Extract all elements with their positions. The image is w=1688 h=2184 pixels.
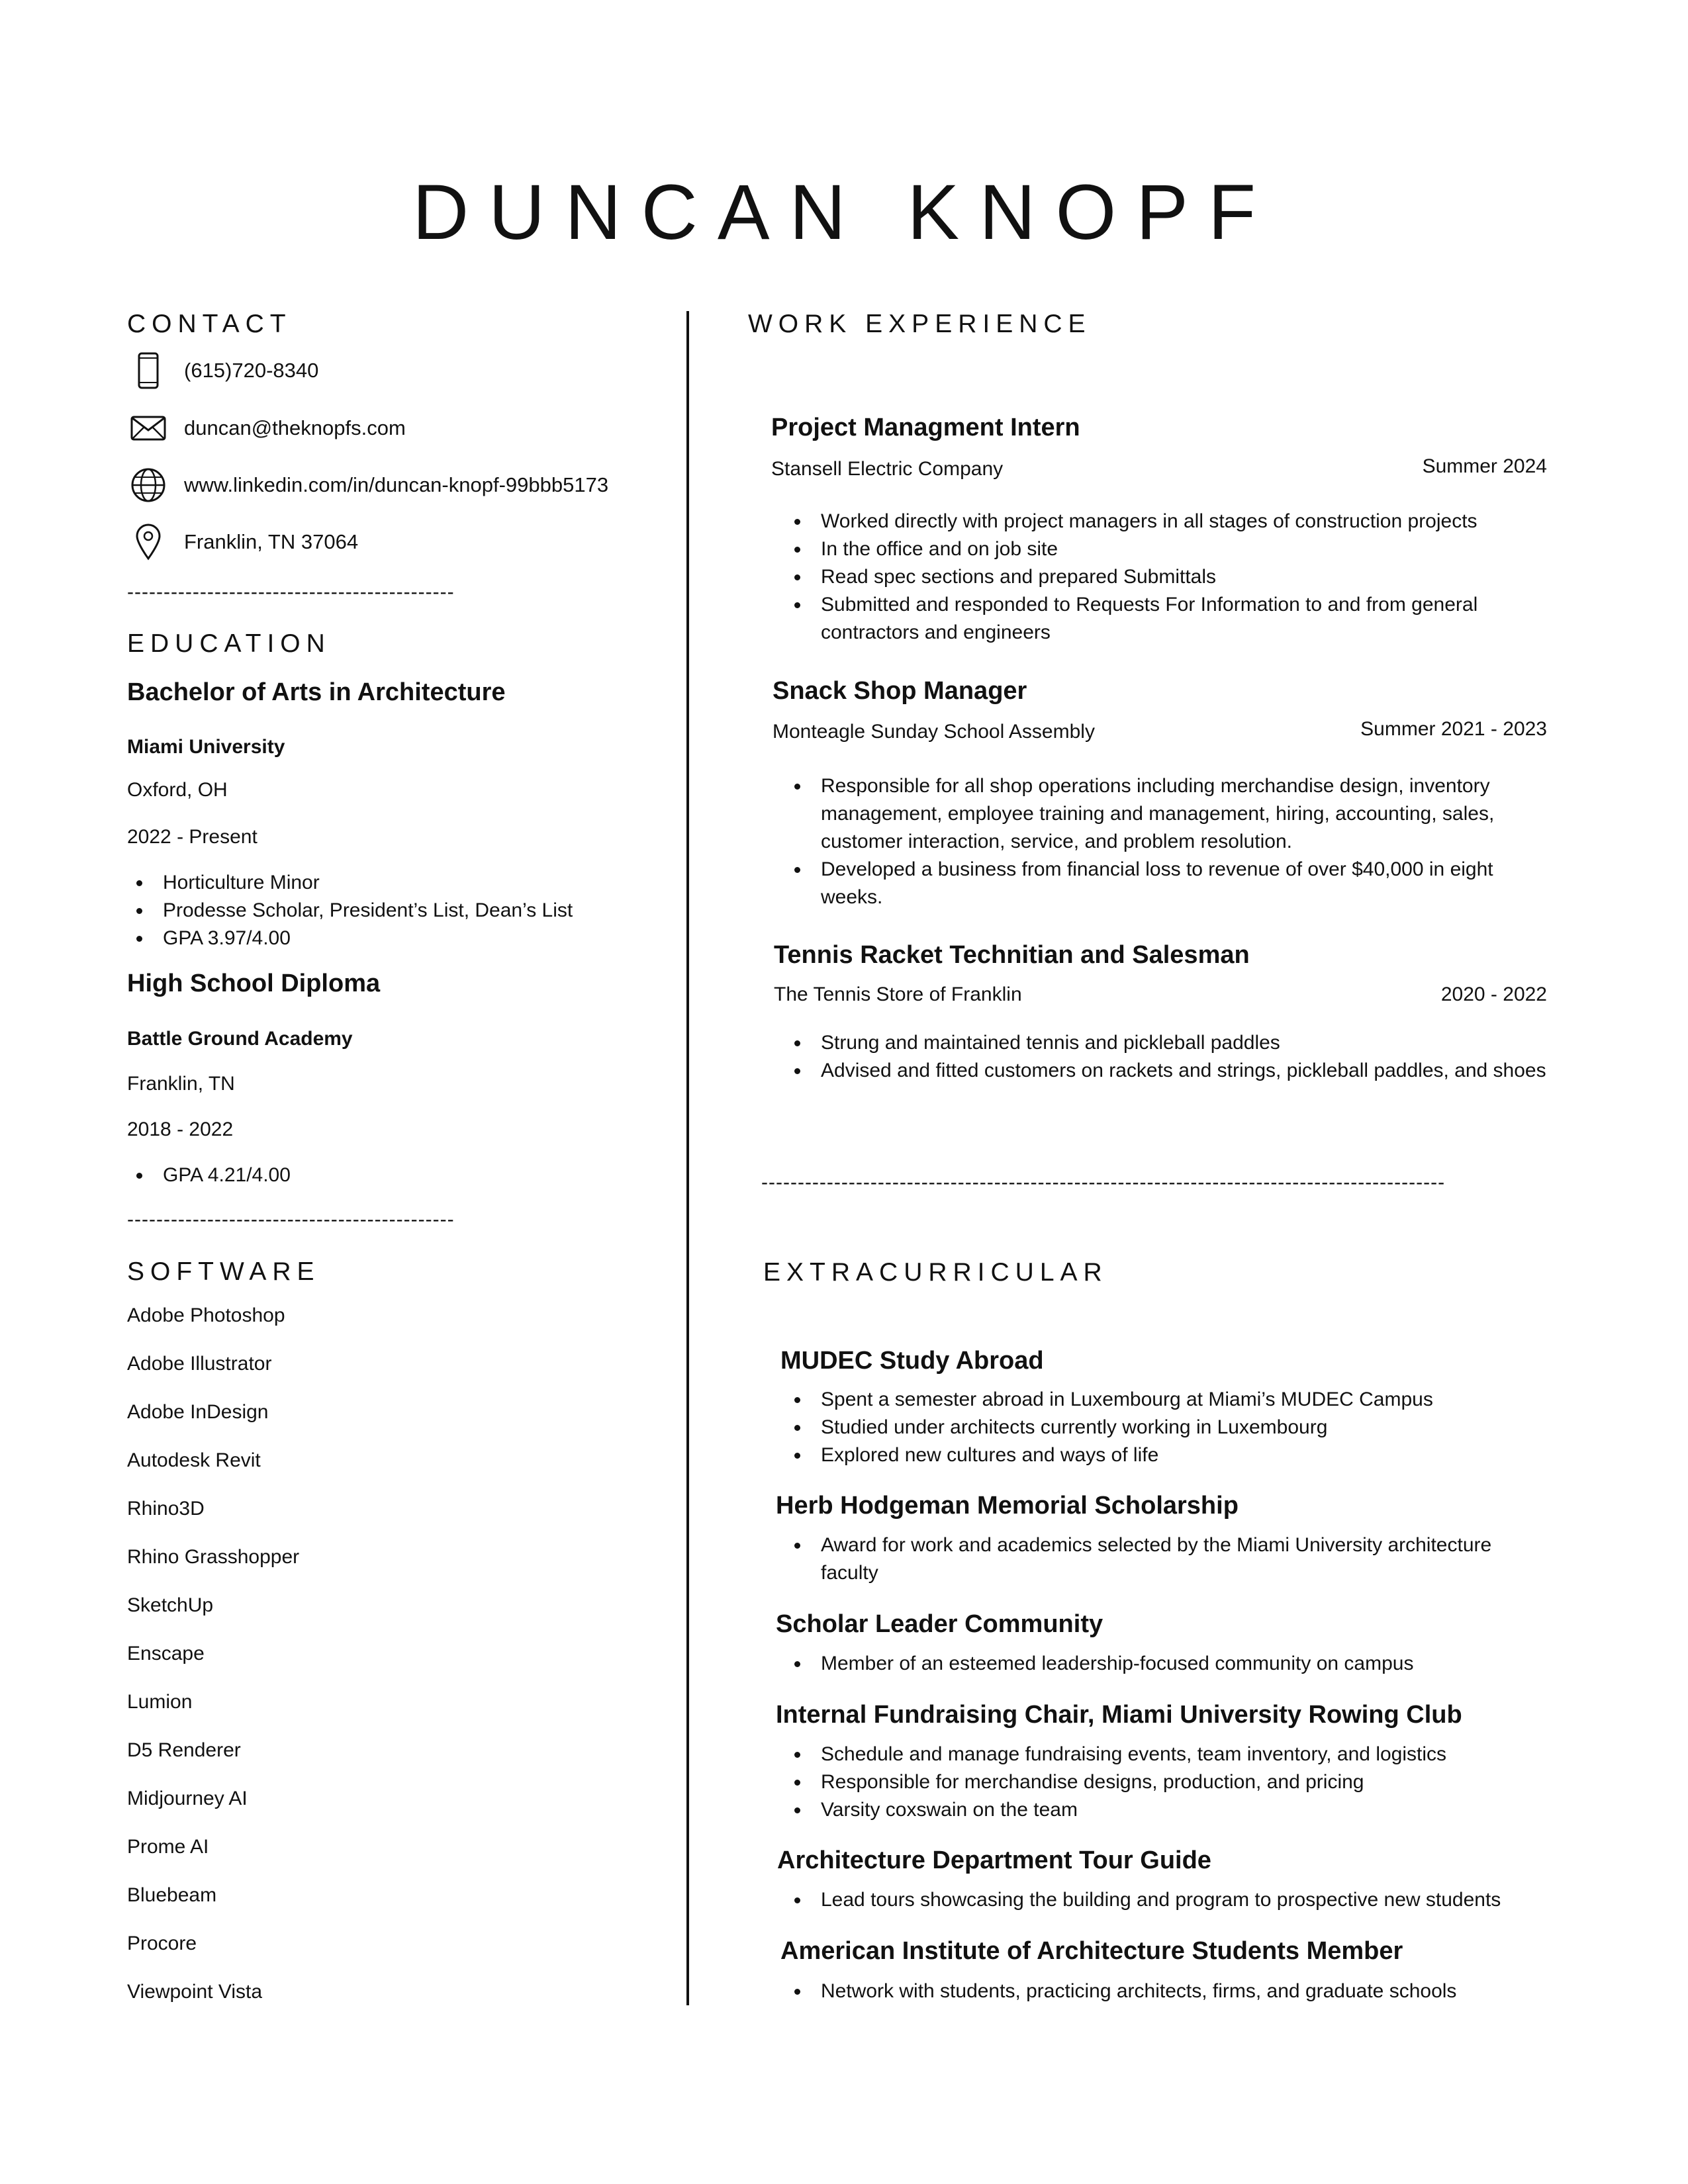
contact-phone [127,351,318,390]
activity-title: American Institute of Architecture Students Member [780,1937,1403,1965]
education-bullets [163,869,666,952]
contact-linkedin [127,465,608,505]
job-bullets [821,772,1549,911]
degree-title: Bachelor of Arts in Architecture [127,678,506,706]
list-item: GPA 3.97/4.00 [163,925,666,952]
list-item: GPA 4.21/4.00 [163,1161,666,1189]
section-separator: ---------------------------------------------------------------------------------------------- [761,1173,1446,1193]
school-dates: 2018 - 2022 [127,1118,234,1140]
phone-icon [127,351,169,390]
list-item: Schedule and manage fundraising events, team inventory, and logistics [821,1741,1549,1768]
map-pin-icon [127,522,169,562]
list-item: Read spec sections and prepared Submittals [821,563,1549,591]
school-name: Miami University [127,736,285,758]
list-item: Network with students, practicing architects, firms, and graduate schools [821,1978,1549,2005]
software-item: Autodesk Revit [127,1449,261,1471]
list-item: Spent a semester abroad in Luxembourg at Miami’s MUDEC Campus [821,1386,1549,1414]
job-title: Snack Shop Manager [773,677,1027,705]
job-company: Monteagle Sunday School Assembly [773,721,1095,743]
school-location: Oxford, OH [127,779,228,801]
extracurricular-heading: EXTRACURRICULAR [763,1258,1108,1287]
email-text[interactable]: duncan@theknopfs.com [184,416,406,439]
list-item: Advised and fitted customers on rackets and strings, pickleball paddles, and shoes [821,1057,1549,1085]
software-item: Prome AI [127,1836,209,1858]
list-item: Worked directly with project managers in all stages of construction projects [821,508,1549,535]
phone-text: (615)720-8340 [184,359,319,382]
job-company: Stansell Electric Company [771,458,1004,480]
envelope-icon [127,408,169,448]
activity-title: Internal Fundraising Chair, Miami University Rowing Club [776,1701,1462,1729]
job-bullets [821,508,1549,647]
globe-icon [127,465,169,505]
column-divider [686,311,689,2005]
education-heading: EDUCATION [127,629,331,658]
resume-name: DUNCAN KNOPF [412,169,1276,256]
job-title: Tennis Racket Technitian and Salesman [774,941,1250,969]
school-dates: 2022 - Present [127,826,258,848]
job-dates: Summer 2024 [1422,455,1547,477]
list-item: Varsity coxswain on the team [821,1796,1549,1824]
software-item: D5 Renderer [127,1739,241,1761]
software-item: Midjourney AI [127,1788,248,1809]
list-item: Responsible for merchandise designs, production, and pricing [821,1768,1549,1796]
list-item: Prodesse Scholar, President’s List, Dean’s List [163,897,666,925]
job-dates: Summer 2021 - 2023 [1360,718,1547,740]
list-item: In the office and on job site [821,535,1549,563]
activity-bullets [821,1386,1549,1469]
list-item: Lead tours showcasing the building and program to prospective new students [821,1886,1549,1914]
activity-bullets [821,1978,1549,2005]
location-text: Franklin, TN 37064 [184,530,359,553]
software-item: Adobe Illustrator [127,1353,272,1375]
software-item: Rhino Grasshopper [127,1546,300,1568]
software-item: SketchUp [127,1594,214,1616]
activity-title: MUDEC Study Abroad [780,1347,1044,1375]
activity-bullets [821,1741,1549,1824]
activity-bullets [821,1886,1549,1914]
job-dates: 2020 - 2022 [1440,983,1547,1005]
list-item: Award for work and academics selected by the Miami University architecture faculty [821,1531,1549,1587]
work-experience-heading: WORK EXPERIENCE [748,310,1092,338]
software-heading: SOFTWARE [127,1257,320,1286]
activity-bullets [821,1531,1549,1587]
degree-title: High School Diploma [127,970,381,997]
list-item: Submitted and responded to Requests For Information to and from general contractors and engineers [821,591,1549,647]
software-item: Enscape [127,1643,205,1664]
activity-title: Herb Hodgeman Memorial Scholarship [776,1492,1239,1520]
job-title: Project Managment Intern [771,414,1080,441]
school-location: Franklin, TN [127,1073,235,1095]
activity-bullets [821,1650,1549,1678]
list-item: Developed a business from financial loss to revenue of over $40,000 in eight weeks. [821,856,1549,911]
software-item: Adobe Photoshop [127,1304,285,1326]
software-item: Bluebeam [127,1884,217,1906]
linkedin-text[interactable]: www.linkedin.com/in/duncan-knopf-99bbb5173 [184,473,609,496]
contact-email [127,408,406,448]
school-name: Battle Ground Academy [127,1028,353,1050]
list-item: Strung and maintained tennis and pickleball paddles [821,1029,1549,1057]
software-item: Lumion [127,1691,193,1713]
software-item: Rhino3D [127,1498,205,1520]
software-item: Adobe InDesign [127,1401,269,1423]
contact-heading: CONTACT [127,310,292,338]
activity-title: Scholar Leader Community [776,1610,1103,1638]
list-item: Responsible for all shop operations including merchandise design, inventory management, employee training and management, hiring, accounting, sales, customer interaction, service, and problem resolution. [821,772,1549,856]
list-item: Horticulture Minor [163,869,666,897]
list-item: Explored new cultures and ways of life [821,1441,1549,1469]
education-bullets [163,1161,666,1189]
activity-title: Architecture Department Tour Guide [777,1846,1211,1874]
section-separator: --------------------------------------------- [127,1210,455,1230]
section-separator: --------------------------------------------- [127,582,455,602]
contact-location [127,522,358,562]
job-company: The Tennis Store of Franklin [774,983,1022,1005]
list-item: Member of an esteemed leadership-focused community on campus [821,1650,1549,1678]
list-item: Studied under architects currently working in Luxembourg [821,1414,1549,1441]
software-item: Procore [127,1933,197,1954]
job-bullets [821,1029,1549,1085]
software-item: Viewpoint Vista [127,1981,263,2003]
